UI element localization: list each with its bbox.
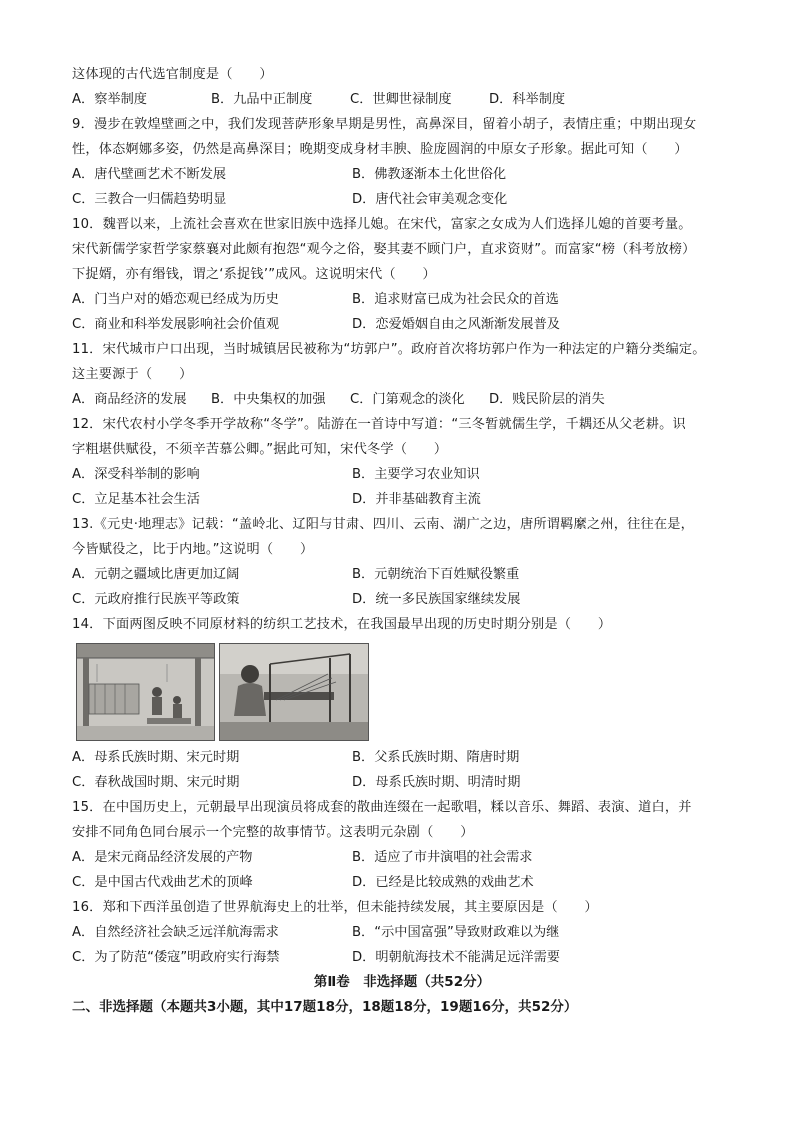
- weaving-scene-illustration-1: [76, 643, 215, 741]
- q10-stem-line: 下捉婿，亦有缗钱，谓之‘系捉钱’”成风。这说明宋代（ ）: [72, 267, 436, 282]
- q11-option-c[interactable]: C．门第观念的淡化: [350, 392, 465, 407]
- q12-options-row: [72, 487, 732, 512]
- q10-options-row: [72, 287, 732, 312]
- q13-option-b[interactable]: B．元朝统治下百姓赋役繁重: [352, 567, 520, 582]
- q15-option-a[interactable]: A．是宋元商品经济发展的产物: [72, 850, 253, 865]
- q12-option-c[interactable]: C．立足基本社会生活: [72, 492, 200, 507]
- q16-option-c[interactable]: C．为了防范“倭寇”明政府实行海禁: [72, 950, 280, 965]
- q16-options-row: [72, 920, 732, 945]
- q9-option-c[interactable]: C．三教合一归儒趋势明显: [72, 192, 227, 207]
- q11-options: [72, 387, 732, 412]
- q11-option-b[interactable]: B．中央集权的加强: [211, 392, 326, 407]
- q14-option-c[interactable]: C．春秋战国时期、宋元时期: [72, 775, 240, 790]
- q15-stem-line: 安排不同角色同台展示一个完整的故事情节。这表明元杂剧（ ）: [72, 825, 474, 840]
- q14-stem-line: 14．下面两图反映不同原材料的纺织工艺技术，在我国最早出现的历史时期分别是（ ）: [72, 617, 612, 632]
- q10-option-c[interactable]: C．商业和科举发展影响社会价值观: [72, 317, 280, 332]
- q11-stem-line: 11．宋代城市户口出现，当时城镇居民被称为“坊郭户”。政府首次将坊郭户作为一种法定的户籍分类编定。: [72, 342, 706, 357]
- q12-stem-line: 12．宋代农村小学冬季开学故称“冬学”。陆游在一首诗中写道：“三冬暂就儒生学，千耦还从父老耕。识: [72, 417, 686, 432]
- q15-option-b[interactable]: B．适应了市井演唱的社会需求: [352, 850, 533, 865]
- q13-options-row: [72, 562, 732, 587]
- q8-option-c[interactable]: C．世卿世禄制度: [350, 92, 452, 107]
- q15-options-row: [72, 845, 732, 870]
- q12-option-d[interactable]: D．并非基础教育主流: [352, 492, 481, 507]
- q12-option-b[interactable]: B．主要学习农业知识: [352, 467, 480, 482]
- q11-option-a[interactable]: A．商品经济的发展: [72, 392, 187, 407]
- q10-stem-line: 10．魏晋以来，上流社会喜欢在世家旧族中选择儿媳。在宋代，富家之女成为人们选择儿媳的首要考量。: [72, 217, 692, 232]
- q8-option-a[interactable]: A．察举制度: [72, 92, 147, 107]
- q16-option-b[interactable]: B．“示中国富强”导致财政难以为继: [352, 925, 560, 940]
- q14-option-d[interactable]: D．母系氏族时期、明清时期: [352, 775, 521, 790]
- q9-option-a[interactable]: A．唐代壁画艺术不断发展: [72, 167, 227, 182]
- q9-option-b[interactable]: B．佛教逐渐本土化世俗化: [352, 167, 507, 182]
- q13-option-a[interactable]: A．元朝之疆域比唐更加辽阔: [72, 567, 240, 582]
- section-2-title: 第Ⅱ卷 非选择题（共52分）: [313, 974, 491, 990]
- q16-options-row: [72, 945, 732, 970]
- q11-stem-line: 这主要源于（ ）: [72, 367, 193, 382]
- q9-options-row: [72, 187, 732, 212]
- q13-stem-line: 13.《元史·地理志》记载：“盖岭北、辽阳与甘肃、四川、云南、湖广之边，唐所谓羁縻之州，往往在是，: [72, 517, 695, 532]
- exam-page: [72, 62, 732, 1020]
- q14-option-a[interactable]: A．母系氏族时期、宋元时期: [72, 750, 240, 765]
- q14-options-row: [72, 770, 732, 795]
- q12-stem-line: 字粗堪供赋役，不须辛苦慕公卿。”据此可知，宋代冬学（ ）: [72, 442, 448, 457]
- q8-options: [72, 87, 732, 112]
- part-2-title: 二、非选择题（本题共3小题，其中17题18分，18题18分，19题16分，共52分）: [72, 999, 578, 1015]
- q13-option-c[interactable]: C．元政府推行民族平等政策: [72, 592, 240, 607]
- q10-options-row: [72, 312, 732, 337]
- woman-at-loom-image: [220, 644, 368, 740]
- weaving-scene-illustration-2: [219, 643, 369, 741]
- q12-options-row: [72, 462, 732, 487]
- q16-option-a[interactable]: A．自然经济社会缺乏远洋航海需求: [72, 925, 279, 940]
- q13-stem-line: 今皆赋役之，比于内地。”这说明（ ）: [72, 542, 314, 557]
- q16-stem-line: 16．郑和下西洋虽创造了世界航海史上的壮举，但未能持续发展，其主要原因是（ ）: [72, 900, 598, 915]
- q14-options-row: [72, 745, 732, 770]
- q12-option-a[interactable]: A．深受科举制的影响: [72, 467, 200, 482]
- q10-stem-line: 宋代新儒学家哲学家蔡襄对此颇有抱怨“观今之俗，娶其妻不顾门户，直求资财”。而富家“榜（科考放榜）: [72, 242, 696, 257]
- q10-option-b[interactable]: B．追求财富已成为社会民众的首选: [352, 292, 559, 307]
- q13-option-d[interactable]: D．统一多民族国家继续发展: [352, 592, 521, 607]
- q10-option-a[interactable]: A．门当户对的婚恋观已经成为历史: [72, 292, 279, 307]
- q9-options-row: [72, 162, 732, 187]
- ancient-weaving-workshop-image: [77, 644, 214, 740]
- q15-options-row: [72, 870, 732, 895]
- q9-stem-line: 性，体态婀娜多姿，仍然是高鼻深目；晚期变成身材丰腴、脸庞圆润的中原女子形象。据此可知（ ）: [72, 142, 688, 157]
- q9-stem-line: 9．漫步在敦煌壁画之中，我们发现菩萨形象早期是男性，高鼻深目，留着小胡子，表情庄重；中期出现女: [72, 117, 697, 132]
- q8-option-d[interactable]: D．科举制度: [489, 92, 566, 107]
- q9-option-d[interactable]: D．唐代社会审美观念变化: [352, 192, 508, 207]
- q8-option-b[interactable]: B．九品中正制度: [211, 92, 313, 107]
- q8-stem: 这体现的古代选官制度是（ ）: [72, 67, 273, 82]
- q16-option-d[interactable]: D．明朝航海技术不能满足远洋需要: [352, 950, 560, 965]
- q15-option-c[interactable]: C．是中国古代戏曲艺术的顶峰: [72, 875, 253, 890]
- q15-option-d[interactable]: D．已经是比较成熟的戏曲艺术: [352, 875, 534, 890]
- q15-stem-line: 15．在中国历史上，元朝最早出现演员将成套的散曲连缀在一起歌唱，糅以音乐、舞蹈、表演、道白，并: [72, 800, 692, 815]
- q14-option-b[interactable]: B．父系氏族时期、隋唐时期: [352, 750, 520, 765]
- q10-option-d[interactable]: D．恋爱婚姻自由之风渐渐发展普及: [352, 317, 560, 332]
- q14-figure: [76, 643, 732, 741]
- q11-option-d[interactable]: D．贱民阶层的消失: [489, 392, 605, 407]
- q13-options-row: [72, 587, 732, 612]
